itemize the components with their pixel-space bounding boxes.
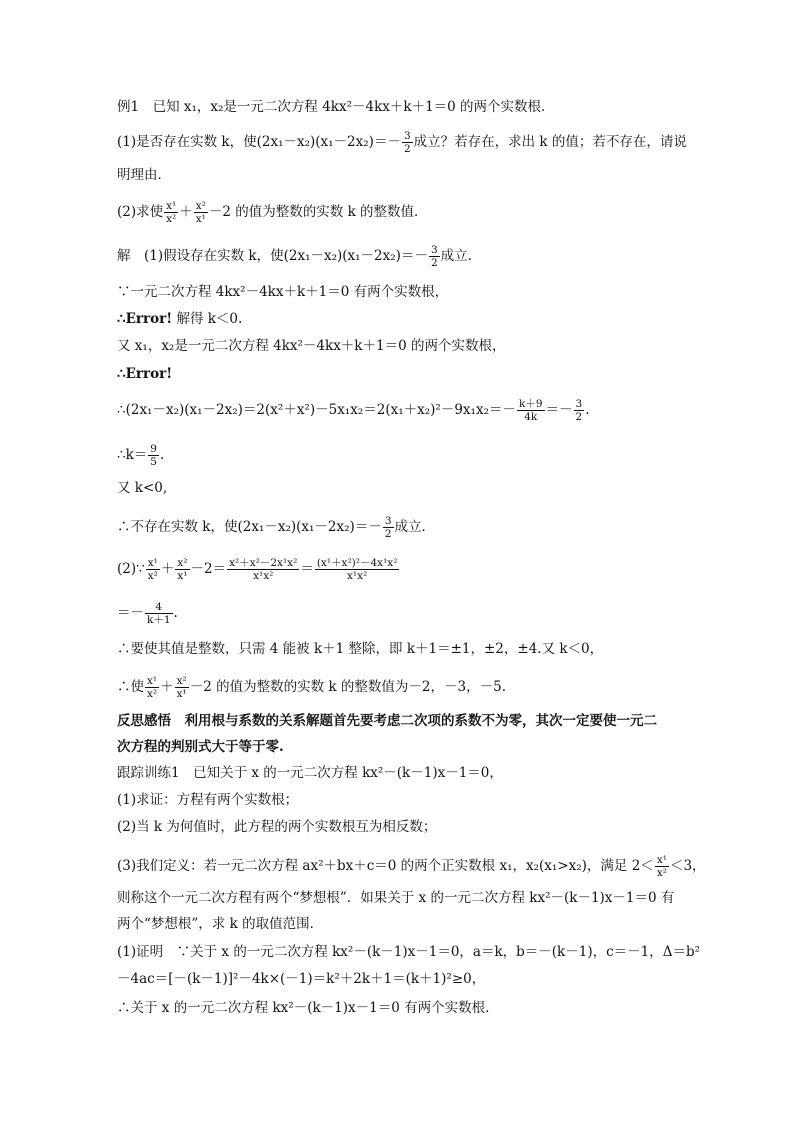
solution-line-5: ∴Error! [117, 366, 173, 382]
proof-line-1: (1)证明 ∵关于 x 的一元二次方程 kx²－(k－1)x－1＝0，a＝k，b＝－(k－1)，c＝－1，Δ＝b² [117, 944, 701, 960]
training-q3: (3)我们定义：若一元二次方程 ax²＋bx＋c＝0 的两个正实数根 x₁，x₂(x₁>x₂)，满足 2＜ $\frac{\text{x¹}}{\text{x²}}$ ＜3， [117, 854, 706, 879]
training-q1: (1)求证：方程有两个实数根； [117, 792, 299, 808]
proof-line-3: ∴关于 x 的一元二次方程 kx²－(k－1)x－1＝0 有两个实数根. [117, 1000, 490, 1016]
fraction: $\frac{k+9}{4k}$ [518, 398, 543, 423]
training-q2: (2)当 k 为何值时，此方程的两个实数根互为相反数； [117, 819, 437, 835]
solution-line-2: ∵一元二次方程 4kx²－4kx＋k＋1＝0 有两个实数根， [117, 284, 449, 300]
solution-line-10: (2)∵ $\frac{\text{x¹}}{\text{x²}}$ ＋ $\frac{\text{x²}}{\text{x¹}}$ －2＝ $\frac{\text{x²＋x²－2x¹x²}}{\text{x¹x²}}$ ＝ $\frac{\text{(x¹＋x²)²－4x¹x²}}{\text{x¹x²}}$ [117, 557, 398, 582]
training-q3-cont-2: 两个“梦想根”，求 k 的取值范围． [117, 916, 324, 932]
solution-line-9: ∴不存在实数 k，使(2x₁－x₂)(x₁－2x₂)＝－ $\frac{3}{2}$ 成立． [117, 515, 436, 540]
example-question-1-cont: 明理由． [117, 167, 171, 183]
fraction: $\frac{3}{2}$ [575, 398, 583, 423]
fraction: $\frac{\text{x²}}{\text{x¹}}$ [177, 557, 188, 582]
solution-line-8: 又 k<0, [117, 480, 168, 496]
fraction: $\frac{\text{x²}}{\text{x¹}}$ [176, 675, 187, 700]
proof-line-2: －4ac＝[－(k－1)]²－4k×(－1)＝k²＋2k＋1＝(k＋1)²≥0， [117, 971, 486, 987]
example-question-2: (2)求使 $\frac{\text{x¹}}{\text{x²}}$ ＋ $\frac{\text{x²}}{\text{x¹}}$ －2 的值为整数的实数 k 的整数值． [117, 200, 428, 225]
reflection-line-1: 反思感悟 利用根与系数的关系解题首先要考虑二次项的系数不为零，其次一定要使一元二 [117, 713, 657, 729]
fraction: $\frac{3}{2}$ [384, 515, 392, 540]
fraction: $\frac{\text{x¹}}{\text{x²}}$ [166, 200, 177, 225]
fraction: $\frac{3}{2}$ [430, 244, 438, 269]
fraction: $\frac{\text{x²＋x²－2x¹x²}}{\text{x¹x²}}$ [229, 557, 298, 582]
reflection-line-2: 次方程的判别式大于等于零. [117, 739, 284, 755]
fraction: $\frac{4}{k+1}$ [147, 601, 171, 626]
training-q3-cont-1: 则称这个一元二次方程有两个“梦想根”．如果关于 x 的一元二次方程 kx²－(k－1)x－1＝0 有 [117, 890, 675, 906]
fraction: $\frac{\text{x¹}}{\text{x²}}$ [147, 557, 158, 582]
solution-line-1: 解 (1)假设存在实数 k，使(2x₁－x₂)(x₁－2x₂)＝－ $\frac{3}{2}$ 成立． [117, 244, 482, 269]
training-title: 跟踪训练1 已知关于 x 的一元二次方程 kx²－(k－1)x－1＝0， [117, 765, 503, 781]
fraction: $\frac{9}{5}$ [150, 443, 157, 468]
fraction: $\frac{\text{x¹}}{\text{x²}}$ [656, 854, 667, 879]
solution-line-4: 又 x₁，x₂是一元二次方程 4kx²－4kx＋k＋1＝0 的两个实数根， [117, 338, 506, 354]
fraction: $\frac{\text{x¹}}{\text{x²}}$ [147, 675, 158, 700]
fraction: $\frac{\text{(x¹＋x²)²－4x¹x²}}{\text{x¹x²}}$ [316, 557, 398, 582]
solution-line-11: ＝－ $\frac{4}{k+1}$ . [117, 601, 178, 626]
fraction: $\frac{3}{2}$ [403, 130, 411, 155]
example-question-1: (1)是否存在实数 k，使(2x₁－x₂)(x₁－2x₂)＝－ $\frac{3}{2}$ 成立？若存在，求出 k 的值；若不存在，请说 [117, 130, 687, 155]
solution-line-13: ∴使 $\frac{\text{x¹}}{\text{x²}}$ ＋ $\frac{\text{x²}}{\text{x¹}}$ －2 的值为整数的实数 k 的整数值为－2，－3，－5. [117, 675, 506, 700]
fraction: $\frac{\text{x²}}{\text{x¹}}$ [195, 200, 206, 225]
solution-line-3: ∴Error! 解得 k＜0. [117, 311, 243, 327]
example-title: 例1 已知 x₁，x₂是一元二次方程 4kx²－4kx＋k＋1＝0 的两个实数根． [117, 99, 555, 115]
solution-line-7: ∴k＝ $\frac{9}{5}$ . [117, 443, 165, 468]
solution-line-6: ∴(2x₁－x₂)(x₁－2x₂)＝2(x²＋x²)－5x₁x₂＝2(x₁＋x₂)²－9x₁x₂＝－ $\frac{k+9}{4k}$ ＝－ $\frac{3}{2}$ . [117, 398, 590, 423]
solution-line-12: ∴要使其值是整数，只需 4 能被 k＋1 整除，即 k＋1＝±1，±2，±4.又 k＜0， [117, 641, 604, 657]
